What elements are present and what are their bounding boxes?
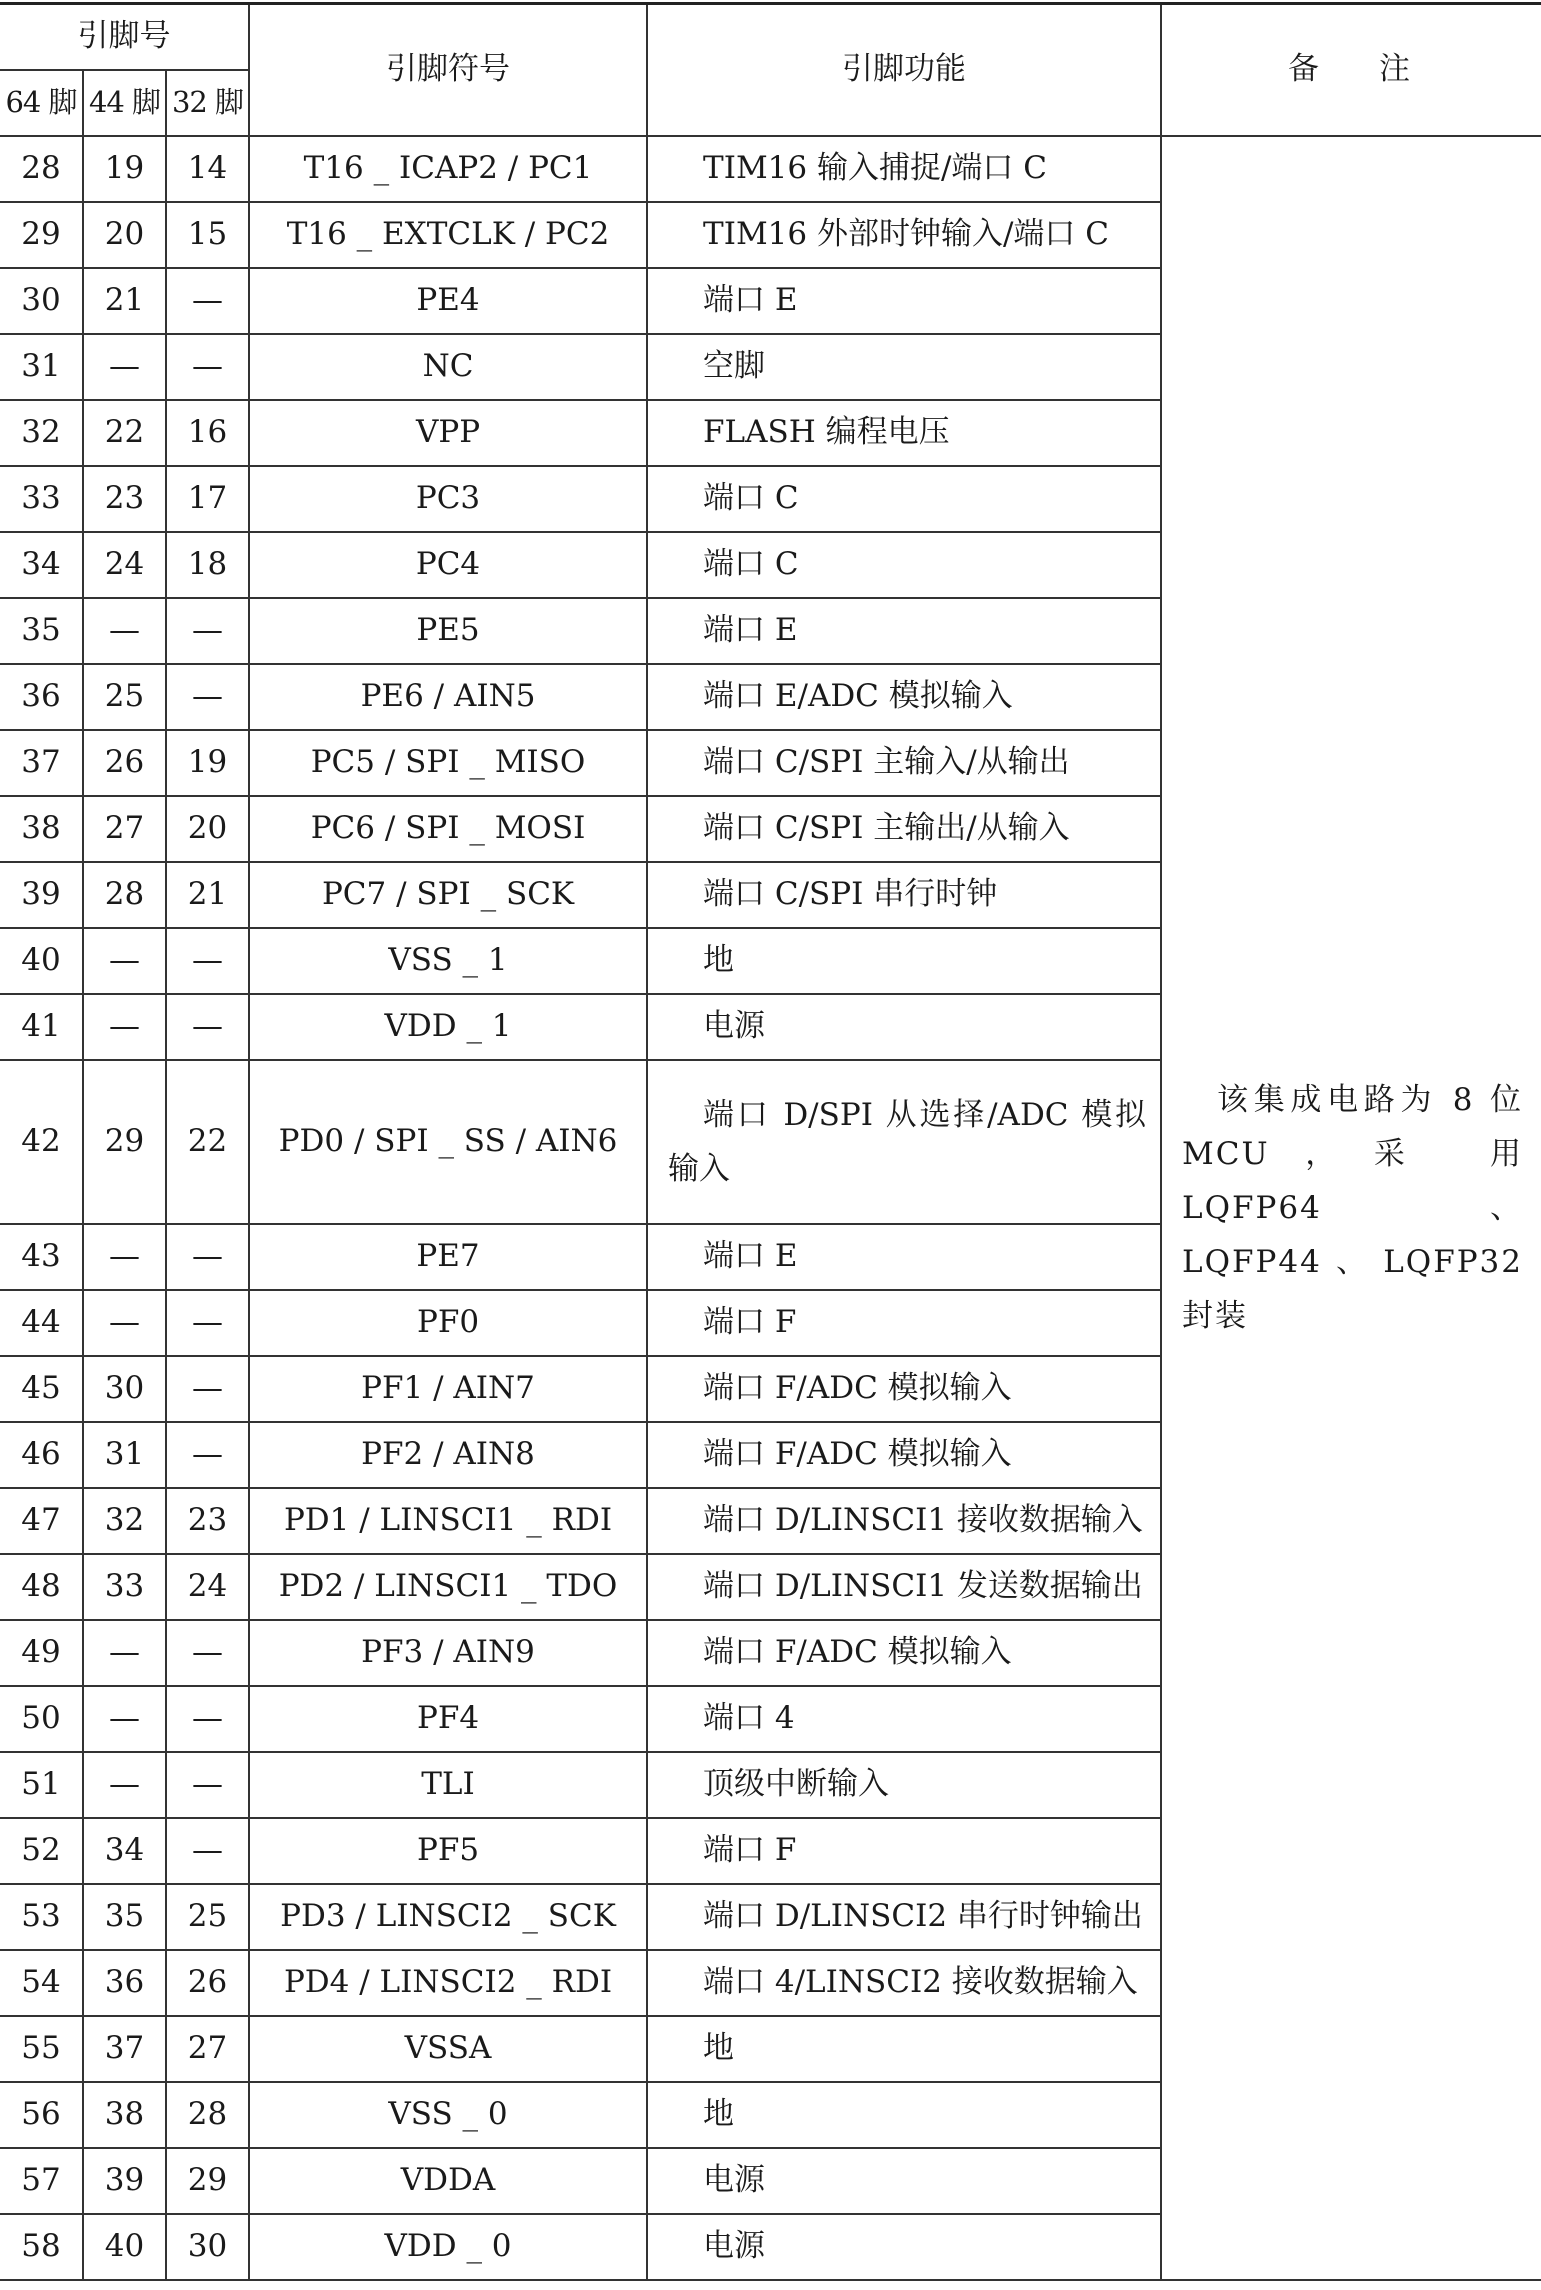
cell-pin-64: 34	[0, 532, 83, 598]
pin-function-text: FLASH 编程电压	[703, 413, 950, 450]
cell-pin-44: 37	[83, 2016, 166, 2082]
cell-pin-function	[647, 1752, 1161, 1818]
cell-pin-44: —	[83, 994, 166, 1060]
cell-pin-symbol: PE7	[249, 1224, 647, 1290]
cell-pin-32: —	[166, 1818, 249, 1884]
cell-pin-function	[647, 730, 1161, 796]
pin-function-text: 端口 C	[703, 479, 799, 516]
cell-pin-64: 35	[0, 598, 83, 664]
pin-function-text: 端口 E	[703, 281, 798, 318]
cell-remarks	[1161, 136, 1541, 2280]
cell-pin-44: 21	[83, 268, 166, 334]
cell-pin-function	[647, 2214, 1161, 2280]
table-header	[0, 4, 1541, 136]
cell-pin-64: 31	[0, 334, 83, 400]
header-remarks: 备注	[1161, 4, 1541, 136]
cell-pin-symbol: PD2 / LINSCI1 _ TDO	[249, 1554, 647, 1620]
cell-pin-44: —	[83, 1752, 166, 1818]
cell-pin-symbol: PC5 / SPI _ MISO	[249, 730, 647, 796]
pin-function-text: 地	[703, 941, 735, 978]
cell-pin-64: 48	[0, 1554, 83, 1620]
cell-pin-function	[647, 1224, 1161, 1290]
cell-pin-64: 53	[0, 1884, 83, 1950]
cell-pin-function	[647, 532, 1161, 598]
cell-pin-44: —	[83, 1620, 166, 1686]
cell-pin-symbol: PE4	[249, 268, 647, 334]
cell-pin-44: —	[83, 1686, 166, 1752]
cell-pin-function	[647, 268, 1161, 334]
pin-function-text: 电源	[703, 2227, 766, 2264]
cell-pin-symbol: VPP	[249, 400, 647, 466]
cell-pin-symbol: VSSA	[249, 2016, 647, 2082]
cell-pin-44: 36	[83, 1950, 166, 2016]
cell-pin-44: 23	[83, 466, 166, 532]
cell-pin-32: —	[166, 1752, 249, 1818]
cell-pin-32: —	[166, 994, 249, 1060]
pin-function-text: 顶级中断输入	[703, 1765, 890, 1802]
pin-function-text: 空脚	[703, 347, 766, 384]
cell-pin-32: 28	[166, 2082, 249, 2148]
pin-function-text: 电源	[703, 1007, 766, 1044]
header-col-32: 32 脚	[166, 70, 249, 136]
cell-pin-44: 30	[83, 1356, 166, 1422]
cell-pin-32: —	[166, 1290, 249, 1356]
pin-function-text: 端口 F	[703, 1303, 797, 1340]
pin-function-text: 端口 F/ADC 模拟输入	[703, 1369, 1012, 1406]
pin-function-text: 地	[703, 2029, 735, 2066]
cell-pin-function	[647, 400, 1161, 466]
pin-function-text: 端口 E	[703, 1237, 798, 1274]
pin-function-text: 端口 F	[703, 1831, 797, 1868]
cell-pin-function	[647, 862, 1161, 928]
cell-pin-32: 23	[166, 1488, 249, 1554]
header-pin-function: 引脚功能	[647, 4, 1161, 136]
cell-pin-function	[647, 1488, 1161, 1554]
cell-pin-64: 54	[0, 1950, 83, 2016]
cell-pin-64: 38	[0, 796, 83, 862]
cell-pin-64: 51	[0, 1752, 83, 1818]
cell-pin-32: 25	[166, 1884, 249, 1950]
cell-pin-function	[647, 1818, 1161, 1884]
cell-pin-44: 24	[83, 532, 166, 598]
cell-pin-32: 27	[166, 2016, 249, 2082]
cell-pin-symbol: TLI	[249, 1752, 647, 1818]
cell-pin-symbol: PC6 / SPI _ MOSI	[249, 796, 647, 862]
cell-pin-symbol: PF4	[249, 1686, 647, 1752]
cell-pin-44: 39	[83, 2148, 166, 2214]
cell-pin-44: 35	[83, 1884, 166, 1950]
cell-pin-32: 17	[166, 466, 249, 532]
cell-pin-function	[647, 1290, 1161, 1356]
cell-pin-64: 42	[0, 1060, 83, 1224]
cell-pin-symbol: PE6 / AIN5	[249, 664, 647, 730]
cell-pin-32: —	[166, 334, 249, 400]
cell-pin-symbol: PD1 / LINSCI1 _ RDI	[249, 1488, 647, 1554]
cell-pin-symbol: T16 _ ICAP2 / PC1	[249, 136, 647, 202]
cell-pin-44: —	[83, 334, 166, 400]
cell-pin-function	[647, 1884, 1161, 1950]
cell-pin-symbol: NC	[249, 334, 647, 400]
cell-pin-32: —	[166, 1686, 249, 1752]
cell-pin-function	[647, 2016, 1161, 2082]
header-col-64: 64 脚	[0, 70, 83, 136]
cell-pin-64: 52	[0, 1818, 83, 1884]
cell-pin-44: 33	[83, 1554, 166, 1620]
cell-pin-function	[647, 1422, 1161, 1488]
pin-function-text: 端口 C/SPI 主输入/从输出	[703, 743, 1070, 780]
cell-pin-32: 21	[166, 862, 249, 928]
cell-pin-function	[647, 928, 1161, 994]
cell-pin-symbol: PD3 / LINSCI2 _ SCK	[249, 1884, 647, 1950]
cell-pin-44: 40	[83, 2214, 166, 2280]
cell-pin-32: —	[166, 928, 249, 994]
pin-function-text: 端口 D/LINSCI2 串行时钟输出	[703, 1897, 1143, 1934]
cell-pin-44: —	[83, 928, 166, 994]
cell-pin-32: 29	[166, 2148, 249, 2214]
cell-pin-function	[647, 202, 1161, 268]
pin-function-text: TIM16 外部时钟输入/端口 C	[703, 215, 1109, 252]
cell-pin-32: —	[166, 1620, 249, 1686]
cell-pin-64: 45	[0, 1356, 83, 1422]
cell-pin-64: 39	[0, 862, 83, 928]
cell-pin-symbol: PF0	[249, 1290, 647, 1356]
cell-pin-32: 20	[166, 796, 249, 862]
cell-pin-44: 32	[83, 1488, 166, 1554]
cell-pin-function	[647, 598, 1161, 664]
cell-pin-symbol: VSS _ 1	[249, 928, 647, 994]
cell-pin-64: 57	[0, 2148, 83, 2214]
cell-pin-function	[647, 1554, 1161, 1620]
cell-pin-44: —	[83, 1224, 166, 1290]
cell-pin-64: 37	[0, 730, 83, 796]
cell-pin-symbol: VDDA	[249, 2148, 647, 2214]
cell-pin-function	[647, 664, 1161, 730]
pin-function-text: 端口 D/LINSCI1 接收数据输入	[703, 1501, 1143, 1538]
cell-pin-32: 18	[166, 532, 249, 598]
cell-pin-32: —	[166, 1356, 249, 1422]
pin-table	[0, 2, 1541, 2281]
cell-pin-64: 28	[0, 136, 83, 202]
cell-pin-32: —	[166, 1224, 249, 1290]
cell-pin-symbol: PF1 / AIN7	[249, 1356, 647, 1422]
cell-pin-64: 32	[0, 400, 83, 466]
pin-function-text: 端口 4	[703, 1699, 795, 1736]
cell-pin-function	[647, 994, 1161, 1060]
cell-pin-function	[647, 2082, 1161, 2148]
cell-pin-44: 28	[83, 862, 166, 928]
cell-pin-function	[647, 1950, 1161, 2016]
cell-pin-44: —	[83, 1290, 166, 1356]
cell-pin-44: 20	[83, 202, 166, 268]
cell-pin-44: 31	[83, 1422, 166, 1488]
cell-pin-64: 30	[0, 268, 83, 334]
cell-pin-64: 36	[0, 664, 83, 730]
cell-pin-symbol: VDD _ 1	[249, 994, 647, 1060]
pin-function-text: 端口 E	[703, 611, 798, 648]
cell-pin-64: 44	[0, 1290, 83, 1356]
pin-function-text: 端口 4/LINSCI2 接收数据输入	[703, 1963, 1138, 2000]
cell-pin-function	[647, 2148, 1161, 2214]
cell-pin-32: 24	[166, 1554, 249, 1620]
cell-pin-32: 15	[166, 202, 249, 268]
cell-pin-32: —	[166, 1422, 249, 1488]
table-body	[0, 136, 1541, 2280]
cell-pin-44: 22	[83, 400, 166, 466]
cell-pin-64: 40	[0, 928, 83, 994]
cell-pin-64: 47	[0, 1488, 83, 1554]
cell-pin-44: —	[83, 598, 166, 664]
cell-pin-32: —	[166, 598, 249, 664]
remarks-text: 该集成电路为 8 位 MCU，采 用 LQFP64、LQFP44、LQFP32 封装	[1182, 1081, 1524, 1334]
cell-pin-function	[647, 1356, 1161, 1422]
cell-pin-32: 26	[166, 1950, 249, 2016]
cell-pin-32: —	[166, 664, 249, 730]
pin-function-text: 端口 C/SPI 串行时钟	[703, 875, 998, 912]
cell-pin-44: 27	[83, 796, 166, 862]
cell-pin-32: 16	[166, 400, 249, 466]
cell-pin-function	[647, 334, 1161, 400]
cell-pin-function	[647, 1060, 1161, 1224]
cell-pin-44: 29	[83, 1060, 166, 1224]
pin-function-text: 端口 C	[703, 545, 799, 582]
pin-function-text: 端口 C/SPI 主输出/从输入	[703, 809, 1070, 846]
table-row	[0, 136, 1541, 202]
pin-function-text: 端口 D/LINSCI1 发送数据输出	[703, 1567, 1143, 1604]
cell-pin-32: —	[166, 268, 249, 334]
cell-pin-function	[647, 1620, 1161, 1686]
cell-pin-64: 50	[0, 1686, 83, 1752]
cell-pin-symbol: PC7 / SPI _ SCK	[249, 862, 647, 928]
pin-function-text: 地	[703, 2095, 735, 2132]
cell-pin-44: 26	[83, 730, 166, 796]
cell-pin-symbol: PC4	[249, 532, 647, 598]
cell-pin-64: 56	[0, 2082, 83, 2148]
cell-pin-32: 22	[166, 1060, 249, 1224]
cell-pin-symbol: PF2 / AIN8	[249, 1422, 647, 1488]
cell-pin-symbol: PC3	[249, 466, 647, 532]
cell-pin-44: 25	[83, 664, 166, 730]
header-pin-number: 引脚号	[0, 4, 249, 70]
cell-pin-32: 14	[166, 136, 249, 202]
pin-function-text: 端口 F/ADC 模拟输入	[703, 1435, 1012, 1472]
pin-function-text: TIM16 输入捕捉/端口 C	[703, 149, 1047, 186]
cell-pin-function	[647, 466, 1161, 532]
cell-pin-44: 34	[83, 1818, 166, 1884]
cell-pin-64: 46	[0, 1422, 83, 1488]
pin-function-text: 端口 D/SPI 从选择/ADC 模拟输入	[668, 1096, 1147, 1187]
cell-pin-44: 19	[83, 136, 166, 202]
cell-pin-function	[647, 136, 1161, 202]
cell-pin-64: 29	[0, 202, 83, 268]
cell-pin-symbol: PF5	[249, 1818, 647, 1884]
cell-pin-symbol: PE5	[249, 598, 647, 664]
pin-function-text: 端口 F/ADC 模拟输入	[703, 1633, 1012, 1670]
cell-pin-64: 41	[0, 994, 83, 1060]
header-col-44: 44 脚	[83, 70, 166, 136]
cell-pin-symbol: PF3 / AIN9	[249, 1620, 647, 1686]
cell-pin-symbol: PD0 / SPI _ SS / AIN6	[249, 1060, 647, 1224]
pin-function-text: 端口 E/ADC 模拟输入	[703, 677, 1013, 714]
cell-pin-64: 33	[0, 466, 83, 532]
header-pin-symbol: 引脚符号	[249, 4, 647, 136]
cell-pin-32: 30	[166, 2214, 249, 2280]
cell-pin-symbol: PD4 / LINSCI2 _ RDI	[249, 1950, 647, 2016]
cell-pin-symbol: VDD _ 0	[249, 2214, 647, 2280]
cell-pin-44: 38	[83, 2082, 166, 2148]
pin-function-text: 电源	[703, 2161, 766, 2198]
cell-pin-symbol: T16 _ EXTCLK / PC2	[249, 202, 647, 268]
cell-pin-function	[647, 796, 1161, 862]
cell-pin-64: 49	[0, 1620, 83, 1686]
cell-pin-32: 19	[166, 730, 249, 796]
cell-pin-function	[647, 1686, 1161, 1752]
cell-pin-64: 58	[0, 2214, 83, 2280]
cell-pin-symbol: VSS _ 0	[249, 2082, 647, 2148]
cell-pin-64: 43	[0, 1224, 83, 1290]
cell-pin-64: 55	[0, 2016, 83, 2082]
